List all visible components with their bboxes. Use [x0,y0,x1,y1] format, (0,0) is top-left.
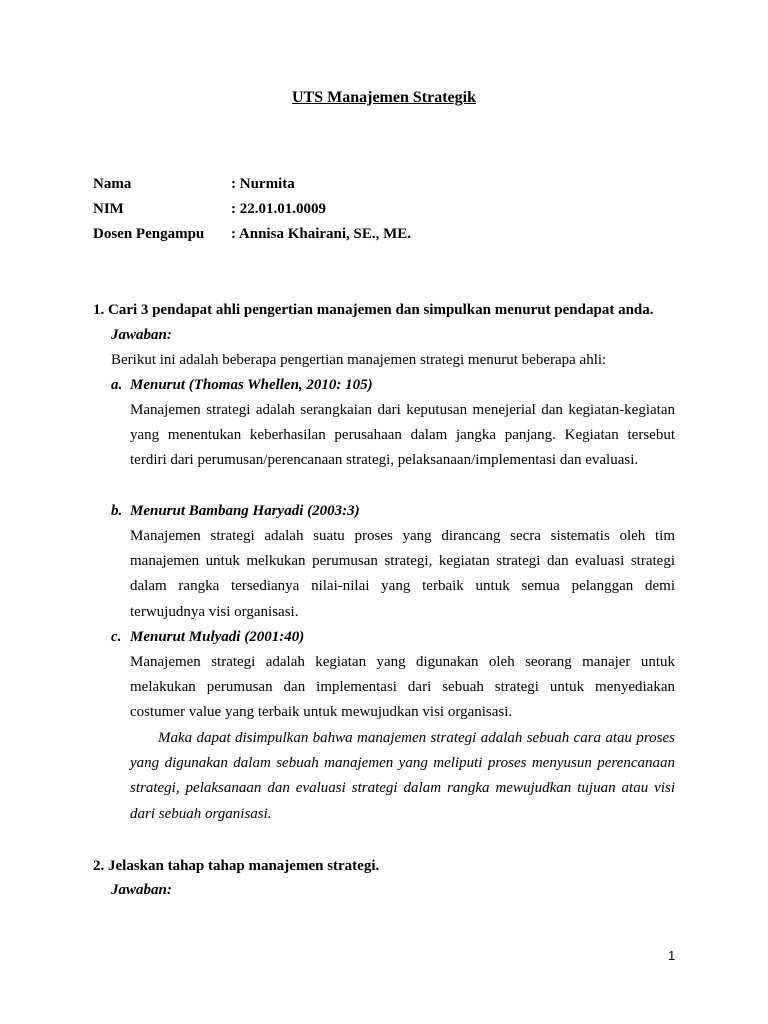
item-a-text: Manajemen strategi adalah serangkaian dari keputusan menejerial dan kegiatan-kegiatan yang menentukan keberhasilan perusahaan dalam jangka panjang. Kegiatan tersebut terdiri dari perumusan/perencanaan strategi, pelaksanaan/implementasi dan evaluasi. [130,402,675,469]
item-a-title: Menurut (Thomas Whellen, 2010: 105) [130,377,373,393]
item-c-title: Menurut Mulyadi (2001:40) [130,629,305,645]
dosen-value: : Annisa Khairani, SE., ME. [231,226,412,242]
item-b-title: Menurut Bambang Haryadi (2003:3) [130,503,360,519]
nim-value: : 22.01.01.0009 [231,201,326,217]
conclusion-text: Maka dapat disimpulkan bahwa manajemen strategi adalah sebuah cara atau proses yang digunakan dalam sebuah manajemen yang meliputi proses menyusun perencanaan strategi, pelaksanaan dan evaluasi strategi dalam rangka mewujudkan tujuan atau visi dari sebuah organisasi. [130,730,675,822]
page-number: 1 [668,948,676,963]
item-b-heading [111,501,360,521]
nim-row [93,199,326,219]
answer-label-1: Jawaban: [111,327,172,343]
item-b-text: Manajemen strategi adalah suatu proses yang dirancang secra sistematis oleh tim manajemen untuk melkukan perumusan strategi, kegiatan strategi dan evaluasi strategi dalam rangka tersedianya nilai-nilai yang terbaik untuk semua pelanggan demi terwujudnya visi organisasi. [130,528,675,620]
item-c-text: Manajemen strategi adalah kegiatan yang digunakan oleh seorang manajer untuk melakukan perumusan dan implementasi dari sebuah strategi untuk menyediakan costumer value yang terbaik untuk mewujudkan visi organisasi. [130,654,675,721]
document-title: UTS Manajemen Strategik [292,89,476,106]
question-1: 1. Cari 3 pendapat ahli pengertian manajemen dan simpulkan menurut pendapat anda. [93,302,654,318]
nama-label: Nama [93,176,132,192]
item-c-heading [111,627,304,647]
nama-row [93,174,295,194]
nama-value: : Nurmita [231,176,295,192]
answer-label-2: Jawaban: [111,882,172,898]
question-2: 2. Jelaskan tahap tahap manajemen strategi. [93,858,380,874]
nim-label: NIM [93,201,124,217]
item-a-marker: a. [111,377,123,393]
dosen-label: Dosen Pengampu [93,226,205,242]
dosen-row [93,224,411,244]
item-a-heading [111,375,373,395]
item-c-marker: c. [111,629,122,645]
intro-text: Berikut ini adalah beberapa pengertian manajemen strategi menurut beberapa ahli: [111,352,607,368]
item-b-marker: b. [111,503,123,519]
